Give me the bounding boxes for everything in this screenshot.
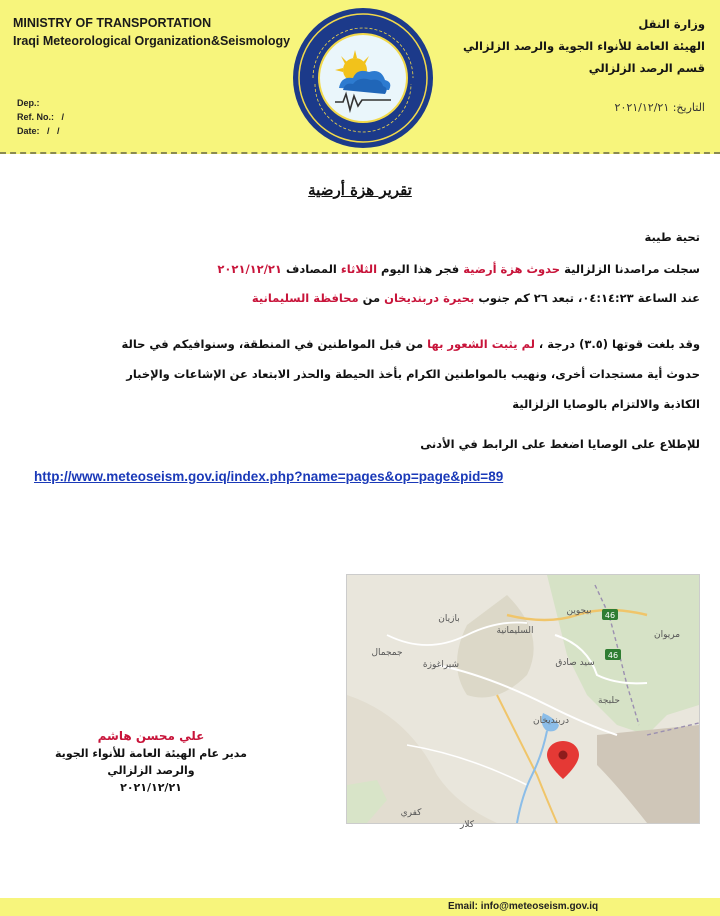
reference-field: Ref. No.: / [17,112,64,122]
province-name: محافظة السليمانية [251,291,359,305]
map-label-kifri: كفري [400,808,422,818]
signatory-title-1: مدير عام الهيئة العامة للأنواء الجوية [55,747,247,760]
department-name-ar: قسم الرصد الزلزالي [588,61,705,75]
greeting: تحية طيبة [644,230,700,244]
signatory-name: علي محسن هاشم [97,729,205,743]
document-meta [17,96,64,138]
organization-logo [291,6,435,150]
signatory-title-2: والرصد الزلزالي [107,764,195,777]
map-label-marivan: مريوان [653,630,681,640]
date-field: Date: / / [17,126,60,136]
date-ar: التاريخ: ٢٠٢١/١٢/٢١ [614,101,705,114]
event-date: ٢٠٢١/١٢/٢١ [217,262,282,276]
map-label-sayid-sadiq: سيد صادق [555,658,595,668]
footer [0,898,720,916]
organization-name: Iraqi Meteorological Organization&Seismology [13,34,291,48]
paragraph-2-line-1: وقد بلغت قوتها (٣.٥) درجة ، لم يثبت الشعور بها من قبل المواطنين في المنطقة، وسنوافيكم في حالة [121,337,700,351]
svg-text:46: 46 [607,651,619,660]
link-instruction: للإطلاع على الوصايا اضغط على الرابط في الأدنى [420,437,700,451]
footer-email: Email: info@meteoseism.gov.iq [448,901,599,912]
signature-block [36,728,266,796]
ministry-name: MINISTRY OF TRANSPORTATION [13,16,212,30]
map-label-shiraghoza: شيراغوزة [422,660,460,670]
organization-name-ar: الهيئة العامة للأنواء الجوية والرصد الزلزالي [463,39,705,53]
map-label-bazian: بازيان [438,614,460,624]
earthquake-map [346,574,700,830]
event-phrase: حدوث هزة أرضية [463,262,561,276]
department-field: Dep.: [17,98,40,108]
recommendations-link[interactable]: http://www.meteoseism.gov.iq/index.php?name=pages&op=page&pid=89 [34,469,504,484]
arabic-letterhead [463,13,705,79]
svg-text:46: 46 [604,611,616,620]
paragraph-2-line-2: حدوث أية مستجدات أخرى، ونهيب بالمواطنين الكرام بأخذ الحيطة والحذر الابتعاد عن الإشاعات والإخبار [126,367,700,381]
map-label-sulaymaniyah: السليمانية [496,626,534,636]
ministry-name-ar: وزارة النقل [638,17,705,31]
felt-status: لم يثبت الشعور بها [427,337,535,351]
report-title: تقرير هزة أرضية [308,181,412,199]
paragraph-2-line-3: الكاذبة والالتزام بالوصايا الزلزالية [512,397,700,411]
signature-date: ٢٠٢١/١٢/٢١ [120,781,182,794]
map-label-kalar: كلار [459,820,475,830]
letterhead [0,0,720,154]
paragraph-1-line-1: سجلت مراصدنا الزلزالية حدوث هزة أرضية فجر هذا اليوم الثلاثاء المصادف ٢٠٢١/١٢/٢١ [217,262,700,276]
road-badge [602,609,618,620]
map-label-chamchamal: جمجمال [371,648,403,658]
map-label-halabja: حلبجة [598,696,620,706]
english-letterhead [13,14,290,50]
event-day: الثلاثاء [340,262,378,276]
road-badge [605,649,621,660]
map-label-penjwen: بيجوين [566,606,592,616]
map-label-darbandikhan: دربنديخان [533,716,569,726]
paragraph-1-line-2: عند الساعة ٠٤:١٤:٢٣، تبعد ٢٦ كم جنوب بحيرة دربنديخان من محافظة السليمانية [251,291,700,305]
lake-name: بحيرة دربنديخان [384,291,475,305]
